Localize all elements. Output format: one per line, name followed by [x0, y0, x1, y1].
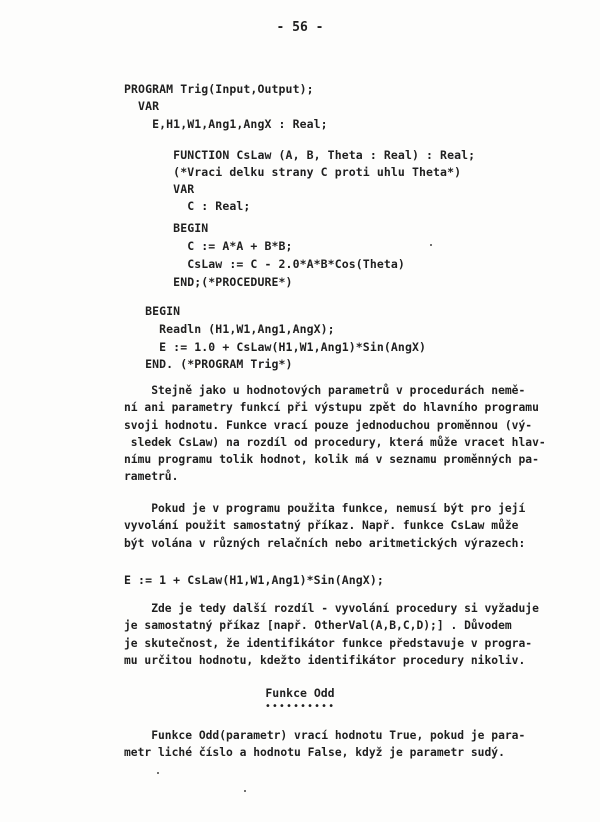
scan-speck	[244, 790, 246, 792]
code-line: E,H1,W1,Ang1,AngX : Real;	[124, 117, 328, 131]
paragraph-2	[124, 500, 524, 552]
code-line: Readln (H1,W1,Ang1,AngX);	[124, 322, 335, 336]
text-line: Pokud je v programu použita funkce, nemusí být pro její	[124, 502, 526, 515]
scan-speck	[430, 244, 432, 246]
text-line: Stejně jako u hodnotových parametrů v procedurách nemě-	[124, 384, 526, 397]
text-line: ní ani parametry funkcí při výstupu zpět do hlavního programu	[124, 401, 539, 415]
code-line: VAR	[124, 182, 195, 196]
code-line: C := A*A + B*B;	[124, 239, 293, 253]
code-line: BEGIN	[124, 221, 209, 235]
text-line: rametrů.	[124, 470, 179, 484]
code-line: FUNCTION CsLaw (A, B, Theta : Real) : Real;	[124, 148, 476, 162]
text-line: vyvolání použit samostatný příkaz. Např. funkce CsLaw může	[124, 519, 519, 533]
code-line: C : Real;	[124, 199, 251, 213]
text-line: je skutečnost, že identifikátor funkce představuje v progra-	[124, 636, 533, 650]
scan-speck	[157, 772, 159, 774]
code-line: END;(*PROCEDURE*)	[124, 275, 293, 289]
text-line: nímu programu tolik hodnot, kolik má v seznamu proměnných pa-	[124, 453, 539, 467]
text-line: Funkce Odd(parametr) vrací hodnotu True, pokud je para-	[124, 729, 526, 742]
section-underline: ••••••••••	[264, 701, 336, 712]
text-line: svoji hodnotu. Funkce vrací pouze jednoduchou proměnnou (vý-	[124, 418, 533, 432]
code-line: VAR	[124, 99, 160, 113]
text-line: sledek CsLaw) na rozdíl od procedury, která může vracet hlav-	[124, 435, 546, 449]
code-line: CsLaw := C - 2.0*A*B*Cos(Theta)	[124, 257, 405, 271]
text-line: být volána v různých relačních nebo aritmetických výrazech:	[124, 536, 526, 550]
paragraph-1	[124, 382, 546, 486]
paragraph-3	[124, 600, 539, 669]
page-number: - 56 -	[276, 20, 324, 35]
paragraph-4	[124, 727, 524, 762]
code-example: E := 1 + CsLaw(H1,W1,Ang1)*Sin(AngX);	[124, 573, 384, 587]
section-heading: Funkce Odd	[265, 686, 335, 700]
code-line: PROGRAM Trig(Input,Output);	[124, 82, 314, 96]
code-line: E := 1.0 + CsLaw(H1,W1,Ang1)*Sin(AngX)	[124, 340, 427, 354]
code-line: END. (*PROGRAM Trig*)	[124, 357, 293, 371]
text-line: metr liché číslo a hodnotu False, když je parametr sudý.	[124, 746, 505, 760]
text-line: je samostatný příkaz [např. OtherVal(A,B,C,D);] . Důvodem	[124, 619, 512, 633]
text-line: mu určitou hodnotu, kdežto identifikátor procedury nikoliv.	[124, 653, 526, 667]
code-line: BEGIN	[124, 304, 181, 318]
text-line: Zde je tedy další rozdíl - vyvolání procedury si vyžaduje	[124, 602, 539, 615]
code-line: (*Vraci delku strany C proti uhlu Theta*)	[124, 165, 462, 179]
